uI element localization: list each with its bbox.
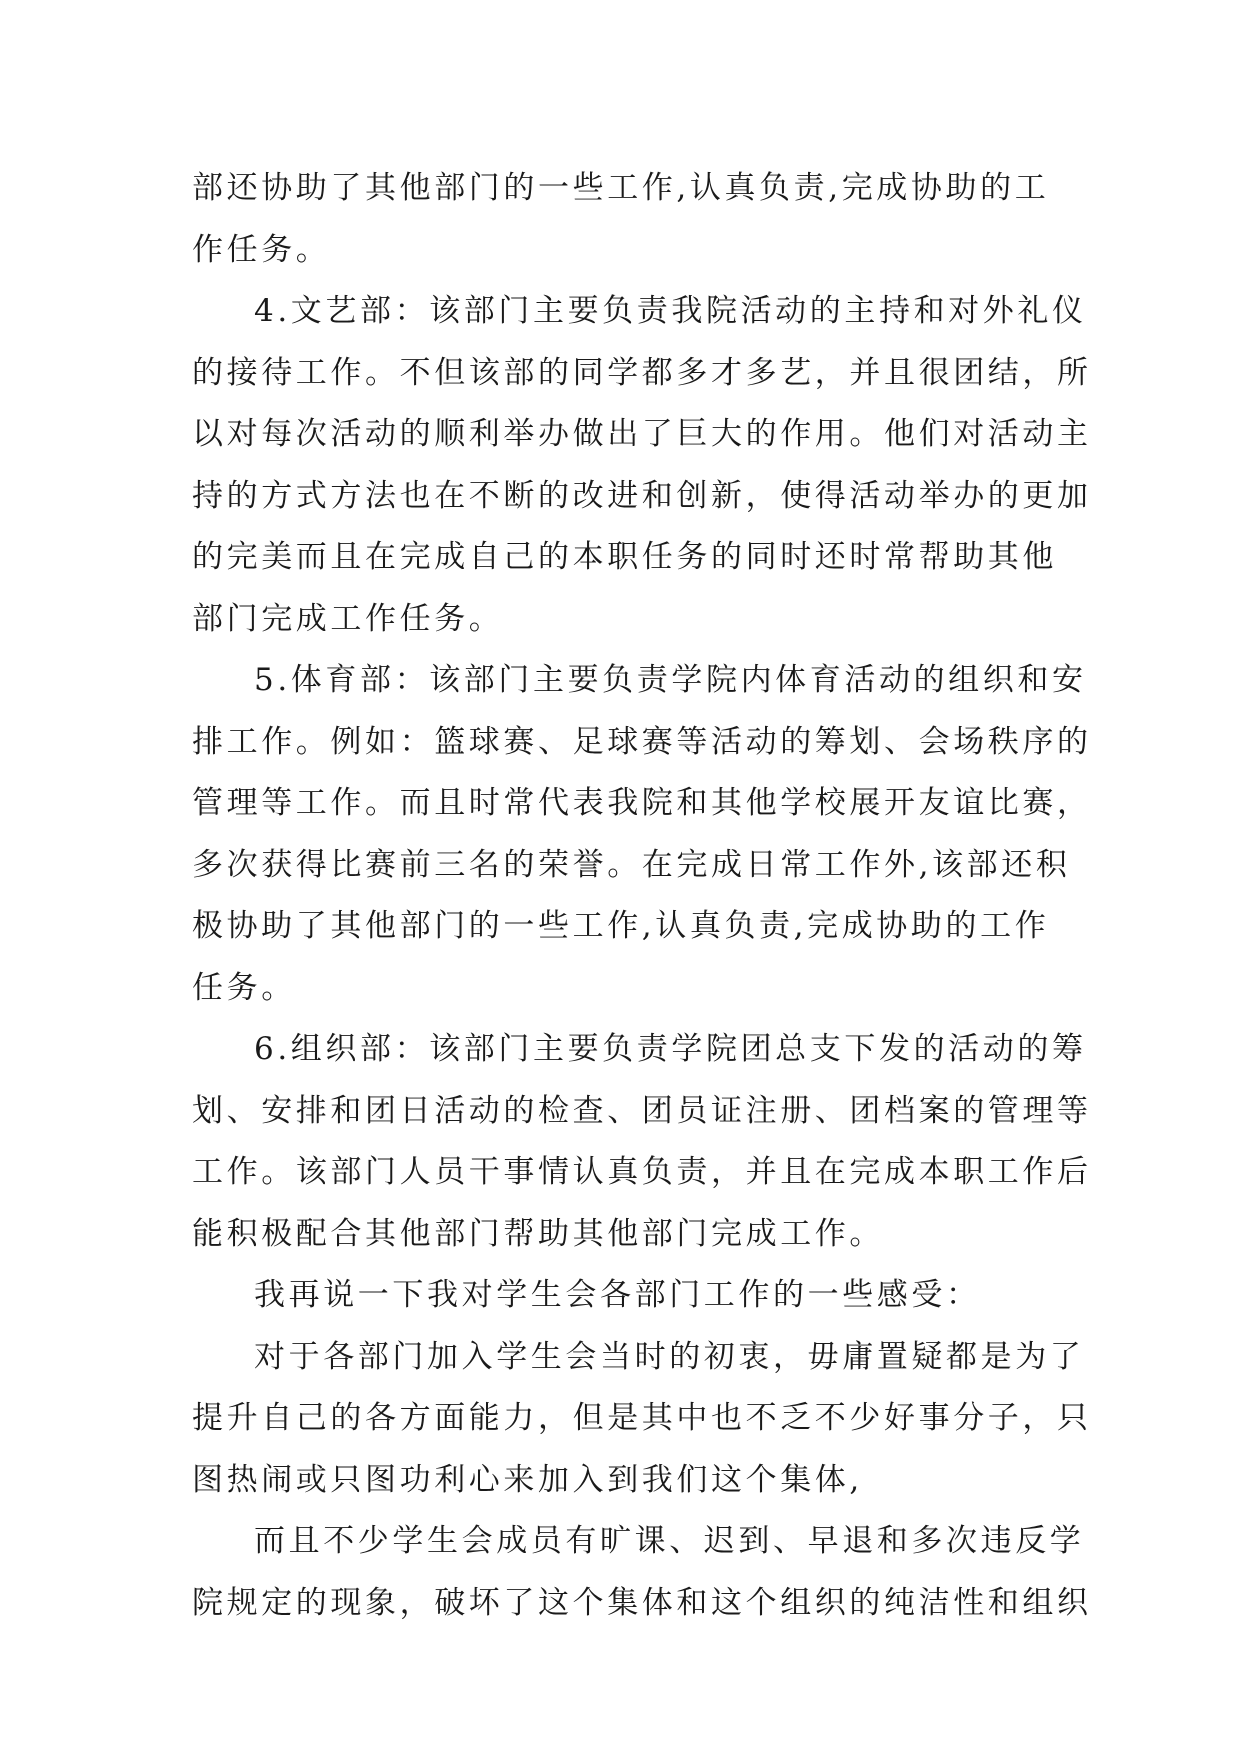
text-line: 我再说一下我对学生会各部门工作的一些感受： — [254, 1277, 981, 1313]
text-line: 提升自己的各方面能力，但是其中也不乏不少好事分子，只 — [192, 1400, 1092, 1436]
text-line: 管理等工作。而且时常代表我院和其他学校展开友谊比赛， — [192, 785, 1092, 821]
text-line: 的接待工作。不但该部的同学都多才多艺，并且很团结，所 — [192, 354, 1092, 391]
document-body — [192, 158, 1092, 1634]
text-line: 5.体育部：该部门主要负责学院内体育活动的组织和安 — [254, 662, 1087, 698]
text-line: 能积极配合其他部门帮助其他部门完成工作。 — [192, 1215, 884, 1252]
text-line: 院规定的现象，破坏了这个集体和这个组织的纯洁性和组织 — [192, 1584, 1092, 1621]
text-line: 作任务。 — [192, 231, 331, 268]
text-line: 划、安排和团日活动的检查、团员证注册、团档案的管理等 — [192, 1092, 1092, 1129]
text-line: 任务。 — [192, 969, 296, 1006]
text-line: 对于各部门加入学生会当时的初衷，毋庸置疑都是为了 — [254, 1338, 1085, 1375]
text-line: 多次获得比赛前三名的荣誉。在完成日常工作外,该部还积 — [192, 846, 1071, 883]
text-line: 而且不少学生会成员有旷课、迟到、早退和多次违反学 — [254, 1523, 1085, 1559]
text-line: 排工作。例如：篮球赛、足球赛等活动的筹划、会场秩序的 — [192, 723, 1092, 760]
text-line: 部门完成工作任务。 — [192, 600, 504, 637]
text-line: 4.文艺部：该部门主要负责我院活动的主持和对外礼仪 — [254, 293, 1087, 329]
text-line: 的完美而且在完成自己的本职任务的同时还时常帮助其他 — [192, 539, 1057, 575]
text-line: 6.组织部：该部门主要负责学院团总支下发的活动的筹 — [254, 1031, 1087, 1067]
text-line: 持的方式方法也在不断的改进和创新，使得活动举办的更加 — [192, 477, 1092, 514]
text-line: 工作。该部门人员干事情认真负责，并且在完成本职工作后 — [192, 1154, 1092, 1190]
text-line: 极协助了其他部门的一些工作,认真负责,完成协助的工作 — [192, 908, 1050, 944]
text-line: 部还协助了其他部门的一些工作,认真负责,完成协助的工 — [192, 170, 1050, 206]
text-line: 以对每次活动的顺利举办做出了巨大的作用。他们对活动主 — [192, 416, 1092, 452]
text-line: 图热闹或只图功利心来加入到我们这个集体, — [192, 1461, 863, 1498]
